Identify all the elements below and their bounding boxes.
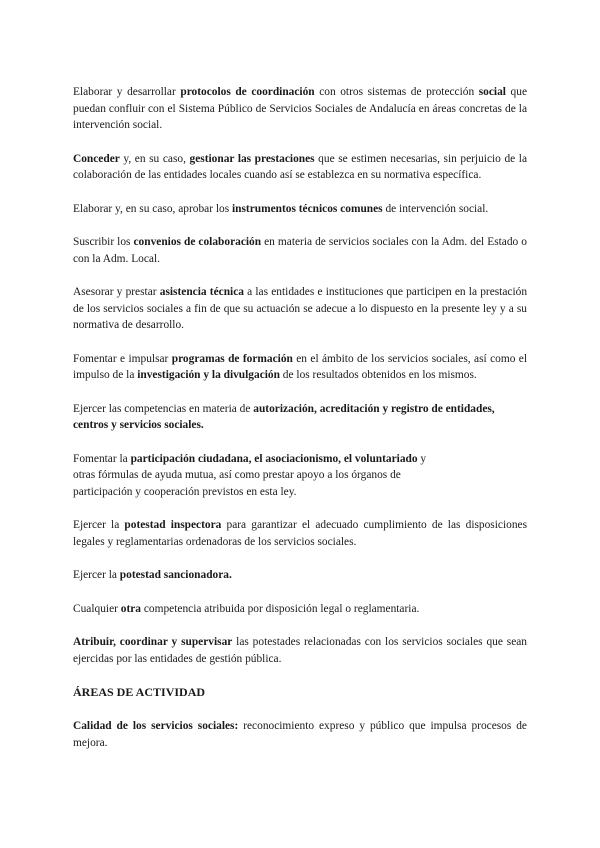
text-run: para garantizar el adecuado cumplimiento de las disposiciones legales y reglamentarias ordenadoras de los servicios sociales. xyxy=(73,519,528,548)
paragraph-asistencia xyxy=(73,284,527,334)
text-run: Fomentar e impulsar xyxy=(73,352,172,365)
bold-text: participación ciudadana, el asociacionismo, el voluntariado xyxy=(130,452,418,465)
paragraph-instrumentos xyxy=(73,201,527,218)
text-run: Elaborar y, en su caso, aprobar los xyxy=(73,202,232,215)
bold-text: potestad inspectora xyxy=(124,519,222,531)
text-run: las potestades relacionadas con los servicios sociales que sean ejercidas por las entidades de gestión pública. xyxy=(73,636,527,665)
bold-text: autorización, acreditación y registro de entidades, centros y servicios sociales. xyxy=(73,402,495,431)
bold-text: instrumentos técnicos comunes xyxy=(232,202,383,215)
section-heading: ÁREAS DE ACTIVIDAD xyxy=(73,685,206,699)
text-run: Suscribir los xyxy=(73,236,134,248)
bold-text: protocolos de coordinación xyxy=(180,86,315,98)
text-run: que puedan confluir con el Sistema Público de Servicios Sociales de Andalucía en áreas concretas de la intervención social. xyxy=(73,86,527,131)
paragraph-conceder xyxy=(73,151,527,184)
text-run: reconocimiento expreso y público que impulsa procesos de mejora. xyxy=(73,720,527,749)
bold-text: convenios de colaboración xyxy=(133,236,262,248)
bold-text: Conceder xyxy=(73,152,120,165)
paragraph-autorizacion xyxy=(73,401,527,434)
bold-text: potestad sancionadora. xyxy=(119,569,232,581)
text-run: Cualquier xyxy=(73,602,121,615)
paragraph-convenios xyxy=(73,234,527,267)
text-run: Asesorar y prestar xyxy=(73,286,160,298)
bold-text: gestionar las prestaciones xyxy=(189,152,315,165)
text-run: que se estimen necesarias, sin perjuicio de la colaboración de las entidades locales cuando así se establezca en su normativa específica. xyxy=(73,152,527,181)
text-run: Fomentar la xyxy=(73,452,131,465)
bold-text: otra xyxy=(120,602,142,615)
text-run: a las entidades e instituciones que participen en la prestación de los servicios sociales a fin de que su actuación se adecue a lo dispuesto en la presente ley y a su normativa de desarrollo. xyxy=(73,286,528,331)
text-run: en materia de servicios sociales con la Adm. del Estado o con la Adm. Local. xyxy=(73,236,527,265)
bold-text: Calidad de los servicios sociales: xyxy=(73,720,239,732)
paragraph-calidad xyxy=(73,718,527,751)
bold-text: programas de formación xyxy=(171,352,293,365)
bold-text: Atribuir, coordinar y supervisar xyxy=(73,636,233,648)
text-run: Ejercer la xyxy=(73,519,125,531)
text-run: Elaborar y desarrollar xyxy=(73,86,181,98)
text-run: con otros sistemas de protección xyxy=(314,86,479,98)
bold-text: social xyxy=(478,86,506,98)
paragraph-otra xyxy=(73,601,527,618)
paragraph-atribuir xyxy=(73,634,527,667)
paragraph-sancionadora xyxy=(73,567,527,584)
paragraph-formacion xyxy=(73,351,527,384)
bold-text: investigación y la divulgación xyxy=(137,369,280,381)
text-run: Ejercer las competencias en materia de xyxy=(73,402,254,415)
text-run: y, en su caso, xyxy=(119,152,190,165)
text-run: Ejercer la xyxy=(73,569,120,581)
paragraph-inspectora xyxy=(73,517,527,550)
text-run: competencia atribuida por disposición legal o reglamentaria. xyxy=(141,602,420,615)
paragraph-protocolos xyxy=(73,84,527,134)
text-run: en el ámbito de los servicios sociales, así como el impulso de la xyxy=(73,352,527,381)
document-page xyxy=(73,84,527,768)
text-run: de intervención social. xyxy=(382,202,489,215)
text-run: de los resultados obtenidos en los mismos. xyxy=(279,369,477,381)
paragraph-participacion xyxy=(73,451,433,501)
text-run: y otras fórmulas de ayuda mutua, así como prestar apoyo a los órganos de participación y cooperación previstos en esta ley. xyxy=(73,452,427,498)
bold-text: asistencia técnica xyxy=(159,286,244,298)
